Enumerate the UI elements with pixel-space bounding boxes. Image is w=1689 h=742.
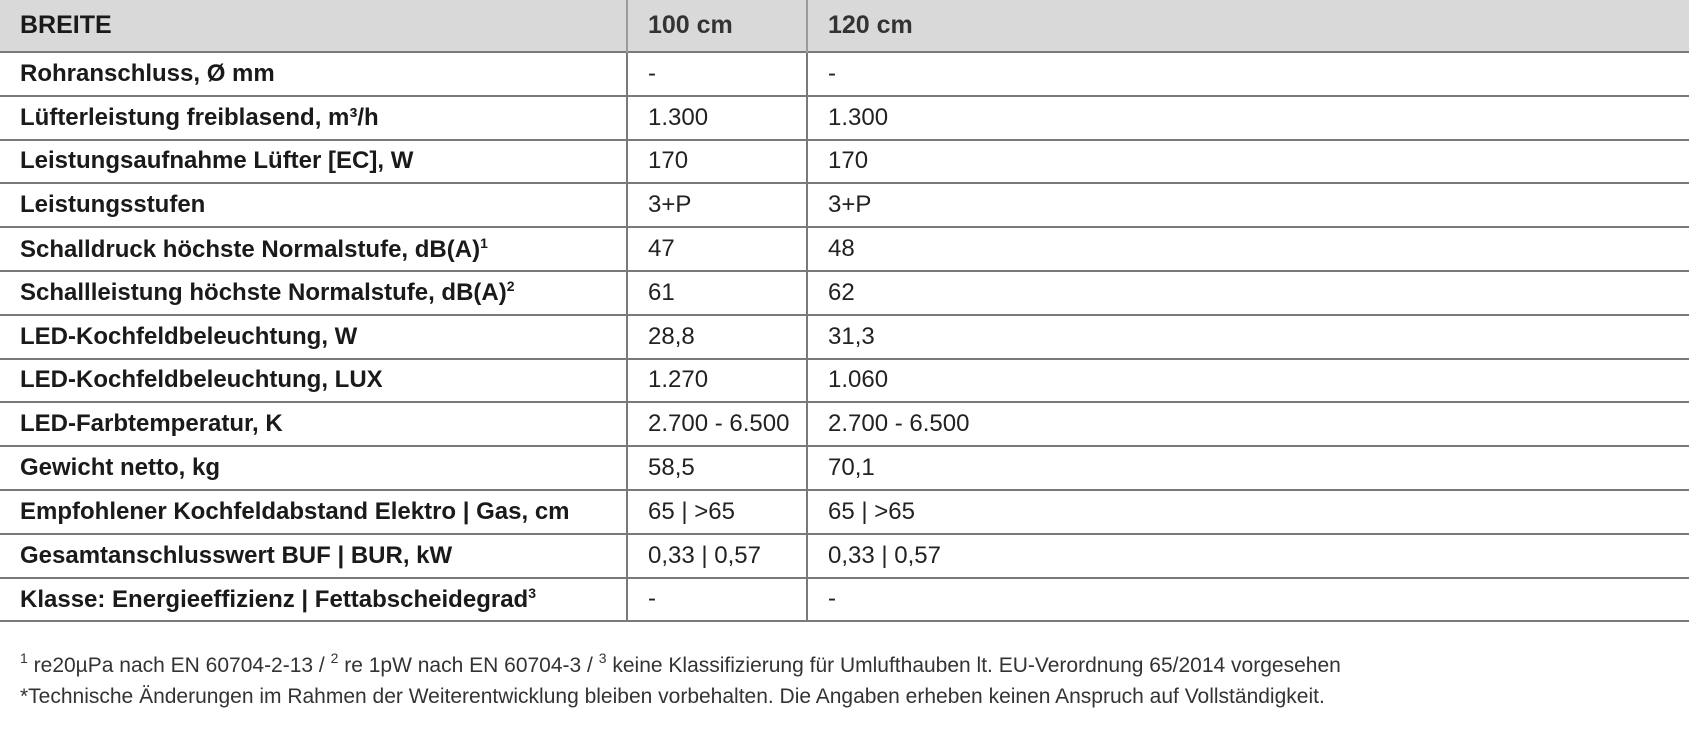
row-label (0, 402, 627, 446)
footnote-marker: 3 (528, 584, 536, 601)
row-label-text: LED-Kochfeldbeleuchtung, LUX (20, 366, 383, 394)
cell-120cm: 1.060 (807, 359, 1689, 403)
cell-100cm: 61 (627, 271, 807, 315)
cell-100cm: - (627, 52, 807, 96)
cell-100cm: 47 (627, 227, 807, 271)
row-label-text: Lüfterleistung freiblasend, m³/h (20, 103, 379, 131)
table-body (0, 52, 1689, 621)
row-label-text: Leistungsstufen (20, 191, 206, 219)
row-label-text: Schallleistung höchste Normalstufe, dB(A) (20, 279, 507, 307)
cell-120cm: 170 (807, 140, 1689, 184)
header-col-100: 100 cm (627, 0, 807, 52)
table-row (0, 227, 1689, 271)
cell-120cm: - (807, 52, 1689, 96)
footnote-marker: 1 (480, 234, 488, 251)
cell-120cm: 3+P (807, 183, 1689, 227)
row-label-text: Schalldruck höchste Normalstufe, dB(A) (20, 235, 481, 263)
cell-120cm: 1.300 (807, 96, 1689, 140)
footnote-1-marker: 1 (20, 650, 28, 666)
cell-120cm: 48 (807, 227, 1689, 271)
row-label (0, 359, 627, 403)
cell-100cm: 170 (627, 140, 807, 184)
table-row (0, 271, 1689, 315)
row-label-text: LED-Farbtemperatur, K (20, 410, 283, 438)
row-label-text: Gesamtanschlusswert BUF | BUR, kW (20, 541, 453, 569)
cell-100cm: 28,8 (627, 315, 807, 359)
cell-120cm: - (807, 578, 1689, 622)
cell-100cm: 65 | >65 (627, 490, 807, 534)
footnotes (20, 643, 1680, 712)
row-label (0, 52, 627, 96)
cell-120cm: 70,1 (807, 446, 1689, 490)
cell-100cm: 1.270 (627, 359, 807, 403)
cell-100cm: 1.300 (627, 96, 807, 140)
row-label-text: Gewicht netto, kg (20, 454, 221, 482)
header-row (0, 0, 1689, 52)
cell-100cm: 0,33 | 0,57 (627, 534, 807, 578)
row-label (0, 534, 627, 578)
table-row (0, 534, 1689, 578)
disclaimer: *Technische Änderungen im Rahmen der Weiterentwicklung bleiben vorbehalten. Die Angaben erheben keinen Anspruch auf Vollständigkeit. (20, 685, 1325, 708)
table-row (0, 140, 1689, 184)
row-label (0, 140, 627, 184)
footnote-1-text: re20µPa nach EN 60704-2-13 / (33, 654, 331, 677)
footnote-marker: 2 (506, 278, 515, 295)
cell-120cm: 31,3 (807, 315, 1689, 359)
cell-100cm: 3+P (627, 183, 807, 227)
row-label (0, 315, 627, 359)
table-row (0, 446, 1689, 490)
cell-120cm: 2.700 - 6.500 (807, 402, 1689, 446)
row-label (0, 490, 627, 534)
row-label (0, 96, 627, 140)
header-col-120: 120 cm (828, 11, 913, 39)
cell-100cm: 2.700 - 6.500 (627, 402, 807, 446)
row-label (0, 183, 627, 227)
footnote-3-marker: 3 (598, 650, 607, 666)
row-label-text: Empfohlener Kochfeldabstand Elektro | Gas, cm (20, 497, 570, 525)
row-label (0, 578, 627, 622)
cell-120cm: 0,33 | 0,57 (807, 534, 1689, 578)
footnote-2-marker: 2 (330, 650, 339, 666)
table-row (0, 359, 1689, 403)
table-row (0, 578, 1689, 622)
table-row (0, 402, 1689, 446)
table-header (0, 0, 1689, 52)
row-label-text: Klasse: Energieeffizienz | Fettabscheidegrad (20, 585, 529, 613)
footnote-3-text: keine Klassifizierung für Umlufthauben lt. EU-Verordnung 65/2014 vorgesehen (612, 654, 1341, 677)
cell-120cm: 65 | >65 (807, 490, 1689, 534)
footnote-references (20, 643, 1680, 681)
cell-120cm: 62 (807, 271, 1689, 315)
table-row (0, 96, 1689, 140)
row-label-text: LED-Kochfeldbeleuchtung, W (20, 322, 358, 350)
row-label (0, 446, 627, 490)
table-row (0, 183, 1689, 227)
table-row (0, 52, 1689, 96)
table-row (0, 315, 1689, 359)
row-label (0, 227, 627, 271)
row-label-text: Leistungsaufnahme Lüfter [EC], W (20, 147, 414, 175)
cell-100cm: 58,5 (627, 446, 807, 490)
cell-100cm: - (627, 578, 807, 622)
footnote-2-text: re 1pW nach EN 60704-3 / (344, 654, 599, 677)
header-label: BREITE (0, 0, 627, 52)
row-label (0, 271, 627, 315)
row-label-text: Rohranschluss, Ø mm (20, 59, 275, 87)
table-row (0, 490, 1689, 534)
